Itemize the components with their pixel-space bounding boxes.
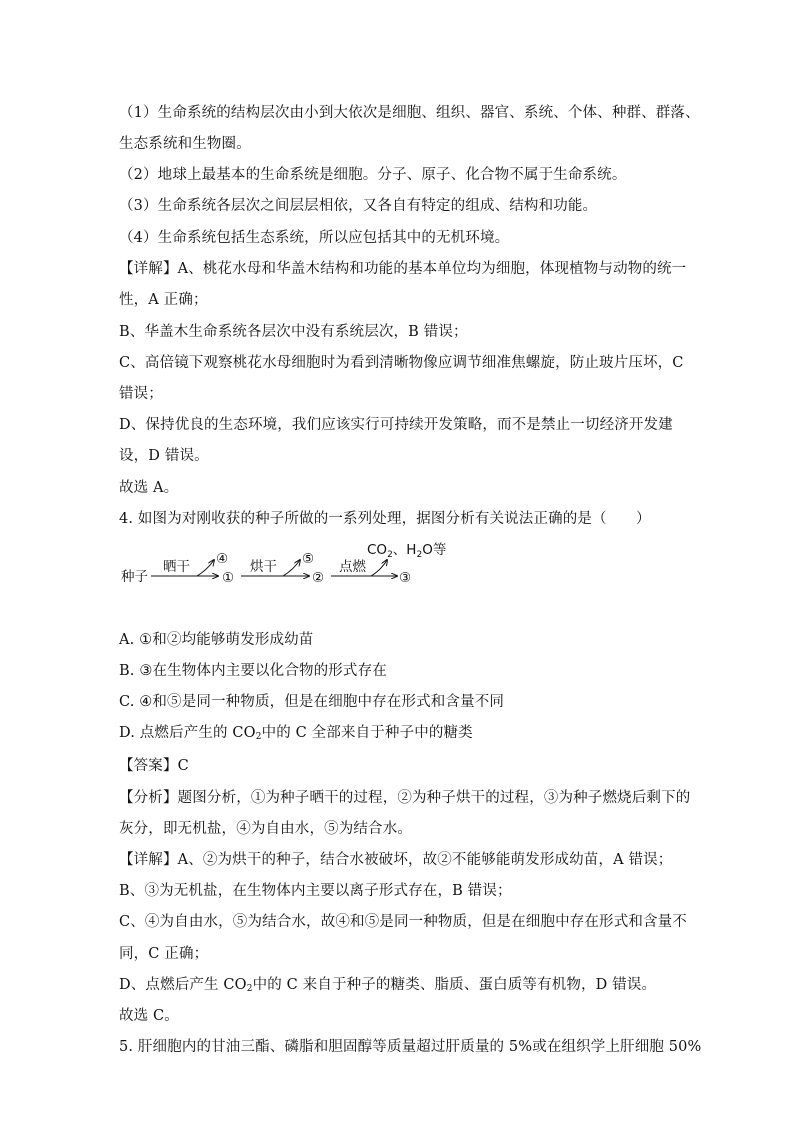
detail-line: 同，C 正确； [119,946,209,962]
text-line: 设，D 错误。 [119,448,209,464]
option-b: B. ③在生物体内主要以化合物的形式存在 [119,663,387,679]
branch-arrow-products [371,560,387,576]
text-line: （3）生命系统各层次之间层层相依，又各自有特定的组成、结构和功能。 [119,198,598,214]
node-1: ① [222,570,235,586]
detail-line: 【详解】A、②为烘干的种子，结合水被破坏，故②不能够能萌发形成幼苗，A 错误； [119,852,673,868]
detail-line: 故选 C。 [119,1008,179,1024]
text-line: 错误； [119,386,163,402]
seed-label: 种子 [121,569,148,585]
node-5: ⑤ [302,551,315,567]
dry-sun-label: 晒干 [163,559,190,575]
detail-line: D、点燃后产生 $CO_2$中的 C 来自于种子的糖类、脂质、蛋白质等有机物，D 错误。 [119,977,657,994]
branch-arrow-4 [197,560,214,576]
detail-line: B、③为无机盐，在生物体内主要以离子形式存在，B 错误； [119,883,512,899]
answer-line: 【答案】C [119,758,189,774]
node-2: ② [312,570,325,586]
question-4-stem: 4. 如图为对刚收获的种子所做的一系列处理，据图分析有关说法正确的是（ ） [119,511,651,527]
ignite-label: 点燃 [339,559,366,575]
text-line: （4）生命系统包括生态系统，所以应包括其中的无机环境。 [119,230,510,246]
node-4: ④ [216,551,229,567]
option-d: D. 点燃后产生的 $CO_2$中的 C 全部来自于种子中的糖类 [119,725,473,742]
option-c: C. ④和⑤是同一种物质，但是在细胞中存在形式和含量不同 [119,694,504,710]
text-line: （1）生命系统的结构层次由小到大依次是细胞、组织、器官、系统、个体、种群、群落、 [119,105,700,121]
text-line: 【详解】A、桃花水母和华盖木结构和功能的基本单位均为细胞，体现植物与动物的统一 [119,261,687,277]
text-line: D、保持优良的生态环境，我们应该实行可持续开发策略，而不是禁止一切经济开发建 [119,417,673,433]
dry-oven-label: 烘干 [250,559,277,575]
branch-arrow-5 [283,560,300,576]
node-3: ③ [399,570,412,586]
analysis-line: 灰分，即无机盐，④为自由水，⑤为结合水。 [119,821,412,837]
products-label: $CO_2$、$H_2O$等 [367,542,447,560]
seed-process-diagram [119,540,479,590]
detail-line: C、④为自由水，⑤为结合水，故④和⑤是同一种物质，但是在细胞中存在形式和含量不 [119,914,687,930]
option-a: A. ①和②均能够萌发形成幼苗 [119,632,314,648]
text-line: B、华盖木生命系统各层次中没有系统层次，B 错误； [119,324,468,340]
text-line: C、高倍镜下观察桃花水母细胞时为看到清晰物像应调节细准焦螺旋，防止玻片压坏，C [119,355,684,371]
analysis-line: 【分析】题图分析，①为种子晒干的过程，②为种子烘干的过程，③为种子燃烧后剩下的 [119,790,691,806]
text-line: 故选 A。 [119,480,179,496]
text-line: 性，A 正确； [119,292,208,308]
text-line: 生态系统和生物圈。 [119,136,251,152]
text-line: （2）地球上最基本的生命系统是细胞。分子、原子、化合物不属于生命系统。 [119,167,627,183]
question-5-stem: 5. 肝细胞内的甘油三酯、磷脂和胆固醇等质量超过肝质量的 5%或在组织学上肝细胞 50% [119,1039,702,1055]
